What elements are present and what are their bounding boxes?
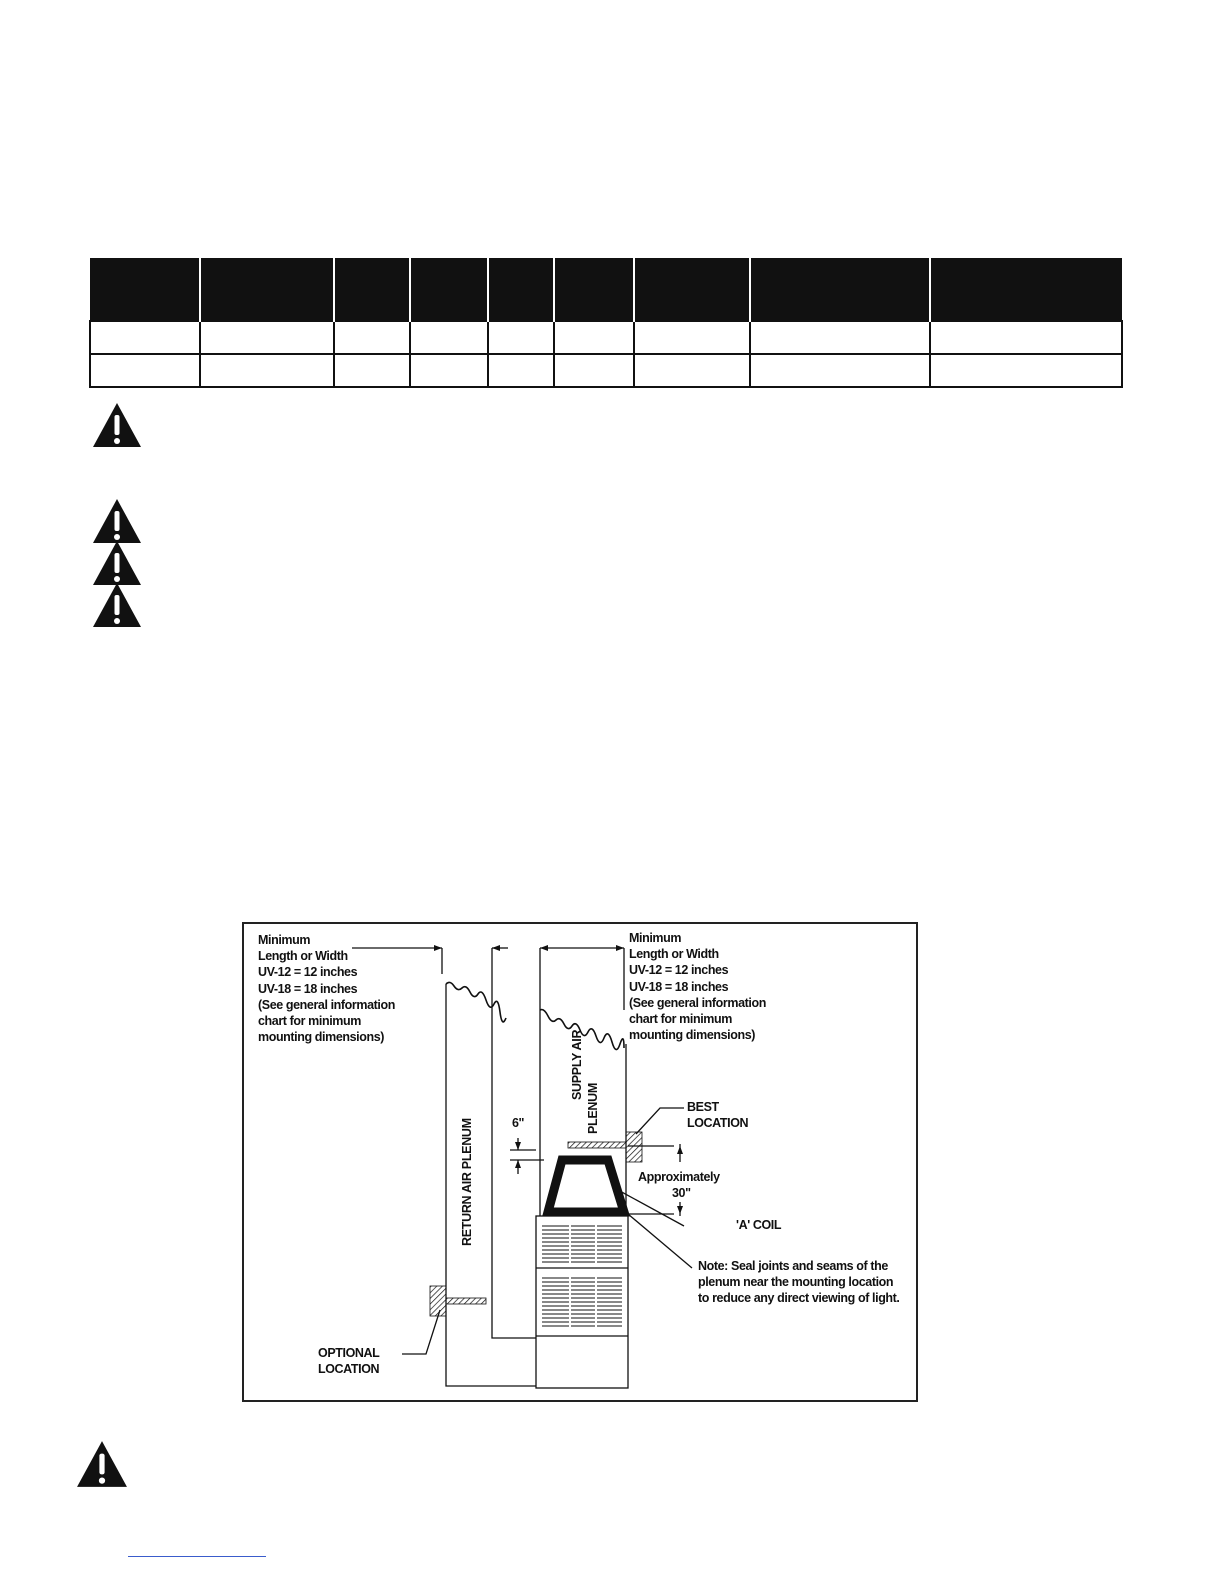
table-cell bbox=[634, 321, 750, 354]
header-cell bbox=[554, 258, 634, 321]
optional-location-mount bbox=[430, 1286, 446, 1316]
thirty-inch-label: 30" bbox=[672, 1186, 691, 1200]
header-cell bbox=[410, 258, 488, 321]
table-cell bbox=[750, 354, 930, 387]
seal-note-leader bbox=[628, 1214, 692, 1268]
note-line: chart for minimum bbox=[258, 1014, 361, 1029]
warning-triangle-icon bbox=[92, 498, 142, 544]
note-line: Minimum bbox=[258, 933, 311, 947]
note-line: mounting dimensions) bbox=[629, 1028, 756, 1043]
table-cell bbox=[634, 354, 750, 387]
best-location-lamp bbox=[568, 1142, 626, 1148]
best-location-label-1: BEST bbox=[687, 1100, 719, 1114]
a-coil bbox=[548, 1160, 624, 1212]
table-row bbox=[90, 321, 1122, 354]
note-line: Note: Seal joints and seams of the bbox=[698, 1259, 888, 1273]
table-cell bbox=[488, 354, 554, 387]
optional-location-lamp bbox=[446, 1298, 486, 1304]
approximately-label: Approximately bbox=[638, 1170, 720, 1184]
optional-location-label-2: LOCATION bbox=[318, 1362, 380, 1376]
note-line: UV-18 = 18 inches bbox=[629, 979, 729, 994]
table-cell bbox=[930, 354, 1122, 387]
table-cell bbox=[200, 354, 334, 387]
note-line: plenum near the mounting location bbox=[698, 1275, 894, 1290]
warning-triangle-icon bbox=[92, 582, 142, 628]
installation-diagram bbox=[242, 922, 918, 1402]
footer-link-underline[interactable] bbox=[128, 1556, 266, 1557]
note-line: (See general information bbox=[258, 997, 395, 1012]
supply-air-plenum-label-2: PLENUM bbox=[586, 1083, 600, 1134]
note-line: (See general information bbox=[629, 995, 766, 1010]
table-cell bbox=[410, 354, 488, 387]
optional-location-leader bbox=[402, 1310, 440, 1354]
note-line: Length or Width bbox=[629, 947, 719, 962]
table-cell bbox=[90, 321, 200, 354]
spec-table-header bbox=[90, 258, 1122, 321]
note-line: to reduce any direct viewing of light. bbox=[698, 1291, 900, 1306]
a-coil-label: 'A' COIL bbox=[736, 1218, 782, 1232]
best-location-mount bbox=[626, 1132, 642, 1162]
note-line: chart for minimum bbox=[629, 1012, 732, 1027]
header-cell bbox=[488, 258, 554, 321]
header-cell bbox=[634, 258, 750, 321]
table-cell bbox=[554, 321, 634, 354]
table-cell bbox=[410, 321, 488, 354]
six-inch-label: 6" bbox=[512, 1116, 525, 1130]
table-cell bbox=[90, 354, 200, 387]
header-cell bbox=[750, 258, 930, 321]
header-cell bbox=[90, 258, 200, 321]
table-cell bbox=[750, 321, 930, 354]
supply-air-plenum-label-1: SUPPLY AIR bbox=[570, 1029, 584, 1100]
note-line: UV-12 = 12 inches bbox=[629, 963, 729, 978]
best-location-label-2: LOCATION bbox=[687, 1116, 749, 1130]
warning-triangle-icon bbox=[92, 540, 142, 586]
optional-location-label-1: OPTIONAL bbox=[318, 1346, 380, 1360]
table-cell bbox=[334, 354, 410, 387]
warning-triangle-icon bbox=[76, 1440, 128, 1488]
seal-note bbox=[698, 1258, 900, 1307]
note-line: Length or Width bbox=[258, 949, 348, 964]
header-cell bbox=[334, 258, 410, 321]
best-location-leader bbox=[636, 1108, 684, 1134]
warning-triangle-icon bbox=[92, 402, 142, 448]
header-cell bbox=[930, 258, 1122, 321]
table-cell bbox=[488, 321, 554, 354]
right-dimension-note bbox=[629, 930, 766, 1043]
header-cell bbox=[200, 258, 334, 321]
note-line: UV-18 = 18 inches bbox=[258, 981, 358, 996]
table-cell bbox=[930, 321, 1122, 354]
table-cell bbox=[334, 321, 410, 354]
table-cell bbox=[200, 321, 334, 354]
note-line: Minimum bbox=[629, 931, 682, 945]
spec-table bbox=[89, 258, 1123, 388]
return-air-plenum-label: RETURN AIR PLENUM bbox=[460, 1118, 474, 1246]
note-line: UV-12 = 12 inches bbox=[258, 965, 358, 980]
note-line: mounting dimensions) bbox=[258, 1030, 385, 1045]
table-cell bbox=[554, 354, 634, 387]
table-row bbox=[90, 354, 1122, 387]
left-dimension-note bbox=[258, 932, 395, 1045]
